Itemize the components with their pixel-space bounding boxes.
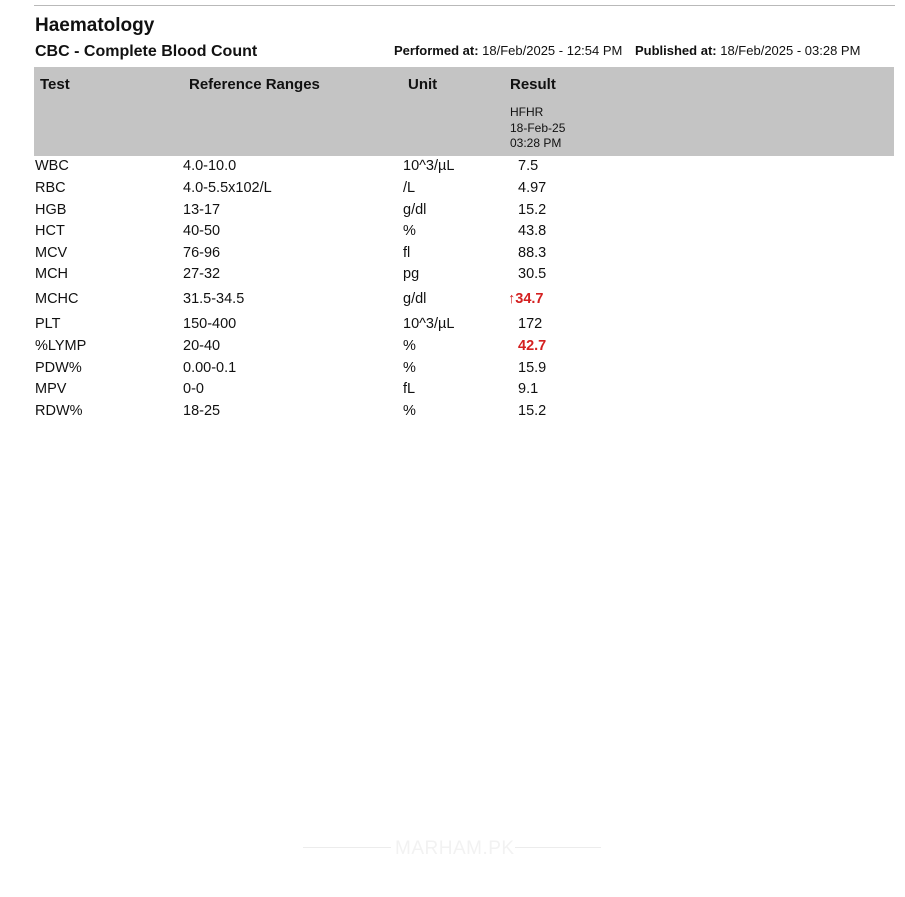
test-name: MPV [35, 381, 67, 397]
result-value: 42.7 [518, 338, 547, 354]
table-row [0, 291, 905, 313]
result-value: 15.9 [518, 360, 547, 376]
result-value: 9.1 [518, 381, 539, 397]
test-name: %LYMP [35, 338, 87, 354]
result-value: 7.5 [518, 158, 539, 174]
reference-range: 4.0-10.0 [183, 158, 237, 174]
unit: 10^3/µL [403, 316, 455, 332]
test-name: HGB [35, 202, 67, 218]
table-row [0, 245, 905, 267]
reference-range: 150-400 [183, 316, 237, 332]
test-name: RDW% [35, 403, 83, 419]
result-value: 4.97 [518, 180, 547, 196]
table-row [0, 180, 905, 202]
test-name: RBC [35, 180, 66, 196]
unit: fl [403, 245, 411, 261]
reference-range: 20-40 [183, 338, 221, 354]
result-time: 03:28 PM [510, 136, 562, 150]
reference-range: 18-25 [183, 403, 221, 419]
result-date: 18-Feb-25 [510, 120, 566, 135]
performed-label: Performed at: [394, 43, 479, 58]
test-name: HCT [35, 223, 65, 239]
result-source: HFHR [510, 105, 544, 119]
report-timestamps [394, 43, 860, 58]
reference-range: 13-17 [183, 202, 221, 218]
reference-range: 0.00-0.1 [183, 360, 237, 376]
table-row [0, 338, 905, 360]
result-value: 88.3 [518, 245, 547, 261]
test-name: MCHC [35, 291, 79, 307]
table-row [0, 223, 905, 245]
unit: g/dl [403, 202, 427, 218]
unit: % [403, 338, 416, 354]
unit: fL [403, 381, 416, 397]
test-name: MCV [35, 245, 68, 261]
unit: pg [403, 266, 420, 282]
test-name: PDW% [35, 360, 82, 376]
table-row [0, 403, 905, 425]
test-name: PLT [35, 316, 61, 332]
table-header-band [34, 67, 894, 156]
performed-value: 18/Feb/2025 - 12:54 PM [482, 43, 623, 58]
unit: /L [403, 180, 416, 196]
reference-range: 27-32 [183, 266, 221, 282]
reference-range: 4.0-5.5x102/L [183, 180, 272, 196]
report-title: CBC - Complete Blood Count [35, 43, 258, 60]
test-name: MCH [35, 266, 69, 282]
table-row [0, 381, 905, 403]
table-row [0, 316, 905, 338]
published-value: 18/Feb/2025 - 03:28 PM [720, 43, 861, 58]
table-row [0, 202, 905, 224]
reference-range: 0-0 [183, 381, 204, 397]
unit: % [403, 360, 416, 376]
unit: % [403, 223, 416, 239]
section-title: Haematology [35, 15, 155, 36]
result-value: 172 [518, 316, 543, 332]
test-name: WBC [35, 158, 69, 174]
result-value: 43.8 [518, 223, 547, 239]
result-value: ↑34.7 [508, 291, 544, 307]
result-column-subheader [510, 105, 565, 152]
unit: g/dl [403, 291, 427, 307]
unit: 10^3/µL [403, 158, 455, 174]
reference-range: 40-50 [183, 223, 221, 239]
watermark [303, 833, 601, 861]
table-row [0, 158, 905, 180]
unit: % [403, 403, 416, 419]
result-value: 15.2 [518, 202, 547, 218]
header-reference-ranges: Reference Ranges [189, 76, 320, 93]
table-row [0, 360, 905, 382]
header-unit: Unit [408, 76, 438, 93]
result-value: 30.5 [518, 266, 547, 282]
top-divider [34, 5, 895, 6]
reference-range: 76-96 [183, 245, 221, 261]
table-row [0, 266, 905, 288]
published-label: Published at: [634, 43, 717, 58]
watermark-text: MARHAM.PK [395, 838, 515, 859]
header-test: Test [40, 76, 70, 93]
header-result: Result [510, 76, 556, 93]
result-value: 15.2 [518, 403, 547, 419]
reference-range: 31.5-34.5 [183, 291, 245, 307]
